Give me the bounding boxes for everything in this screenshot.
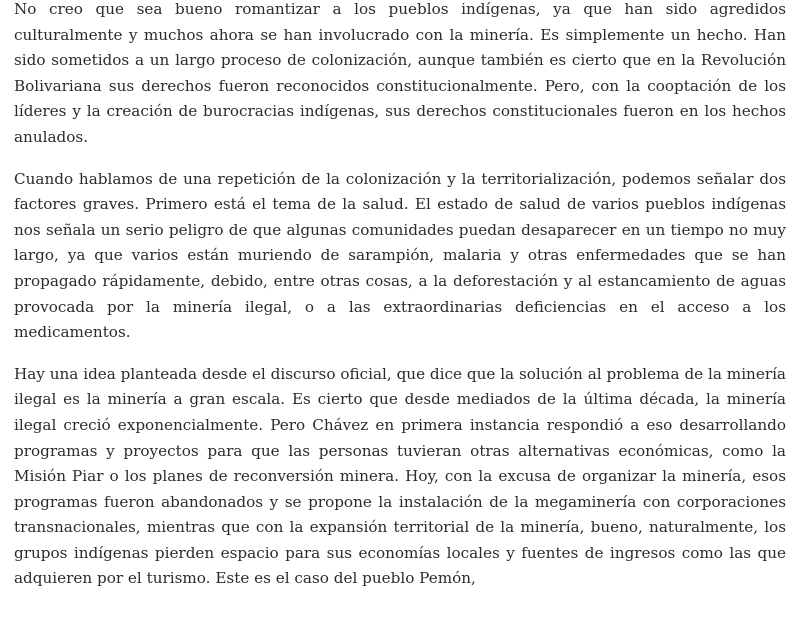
paragraph-mining: Hay una idea planteada desde el discurso oficial, que dice que la solución al problema de la minería ilegal es la minería a gran escala. Es cierto que desde mediados de la última década, la minería ilegal creció exponencialmente. Pero Chávez en primera instancia respondió a eso desarrollando programas y proyectos para que las personas tuvieran otras alternativas económicas, como la Misión Piar o los planes de reconversión minera. Hoy, con la excusa de organizar la minería, esos programas fueron abandonados y se propone la instalación de la megaminería con corporaciones transnacionales, mientras que con la expansión territorial de la minería, bueno, naturalmente, los grupos indígenas pierden espacio para sus economías locales y fuentes de ingresos como las que adquieren por el turismo. Este es el caso del pueblo Pemón, <box>14 364 786 588</box>
paragraph-colonization: No creo que sea bueno romantizar a los pueblos indígenas, ya que han sido agredidos culturalmente y muchos ahora se han involucrado con la minería. Es simplemente un hecho. Han sido sometidos a un largo proceso de colonización, aunque también es cierto que en la Revolución Bolivariana sus derechos fueron reconocidos constitucionalmente. Pero, con la cooptación de los líderes y la creación de burocracias indígenas, sus derechos constitucionales fueron en los hechos anulados. <box>14 0 786 146</box>
paragraph-health: Cuando hablamos de una repetición de la colonización y la territorialización, podemos señalar dos factores graves. Primero está el tema de la salud. El estado de salud de varios pueblos indígenas nos señala un serio peligro de que algunas comunidades puedan desaparecer en un tiempo no muy largo, ya que varios están muriendo de sarampión, malaria y otras enfermedades que se han propagado rápidamente, debido, entre otras cosas, a la deforestación y al estancamiento de aguas provocada por la minería ilegal, o a las extraordinarias deficiencias en el acceso a los medicamentos. <box>14 169 786 342</box>
article-body <box>14 0 786 608</box>
